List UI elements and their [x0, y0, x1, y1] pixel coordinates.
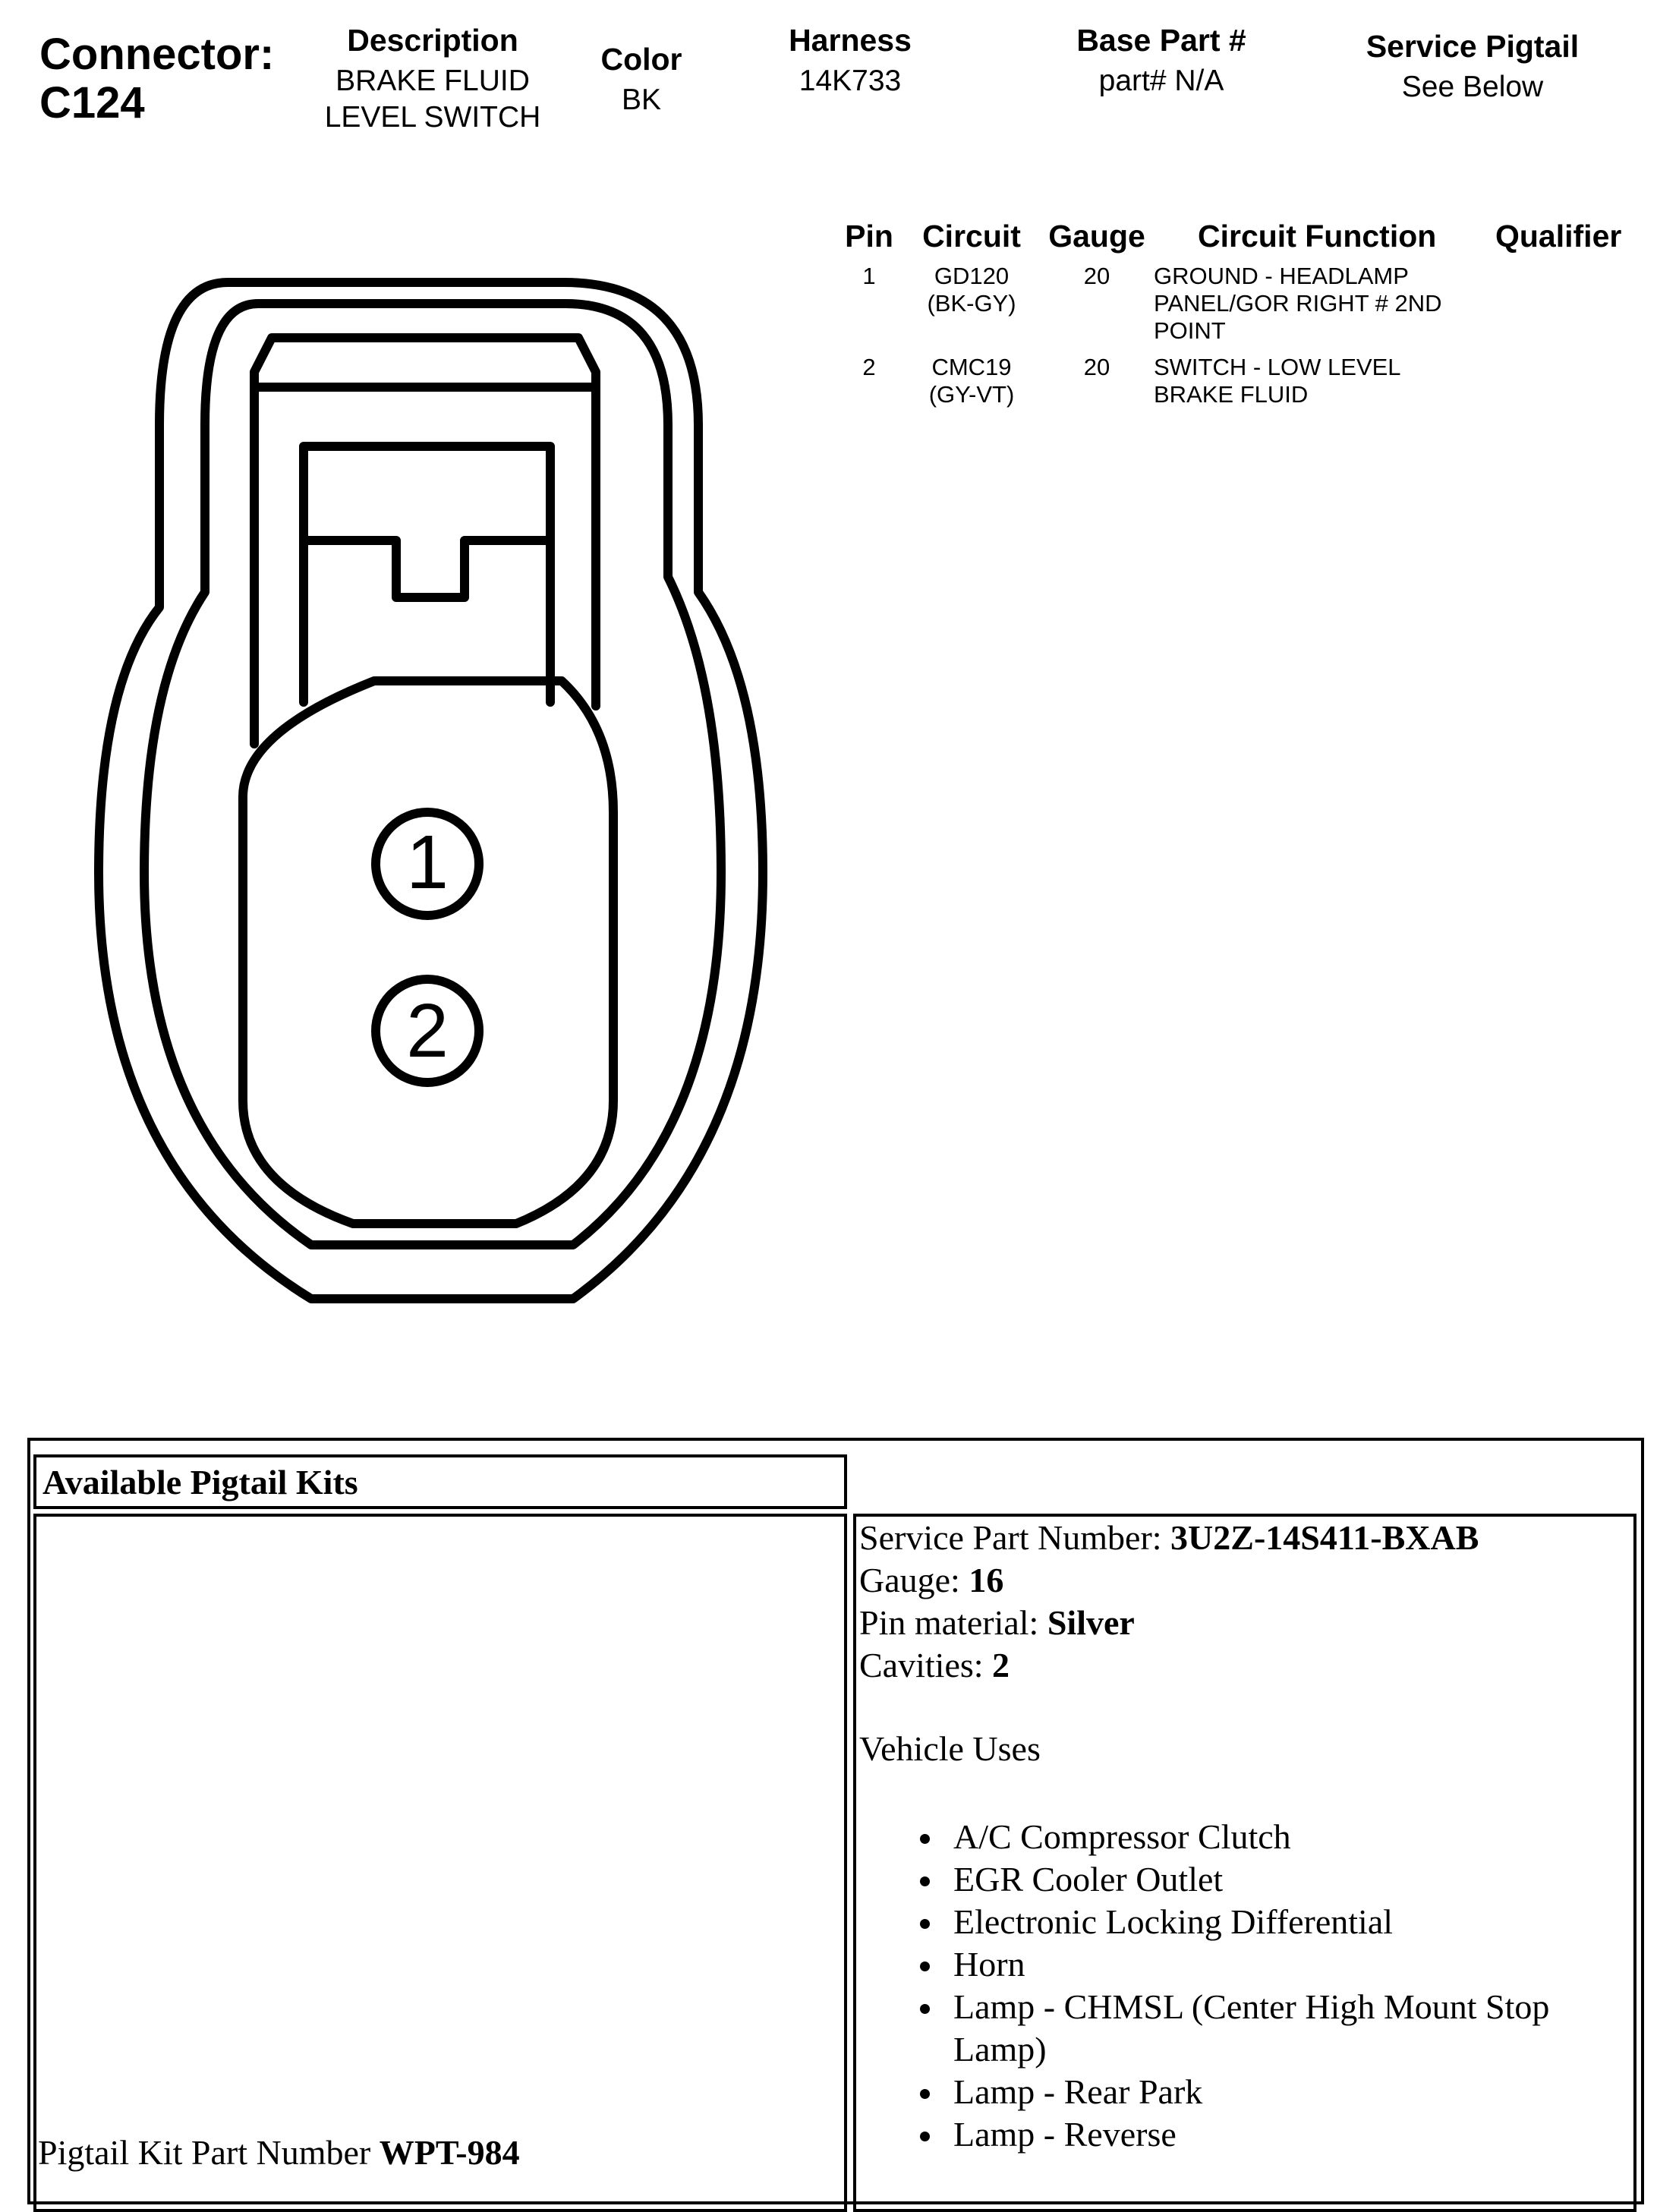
- pin-cell: 1: [862, 263, 876, 289]
- gauge-cell: 20: [1083, 354, 1110, 380]
- qualifier-header: Qualifier: [1495, 219, 1622, 254]
- function-line: SWITCH - LOW LEVEL: [1154, 354, 1401, 380]
- circuit-cell: [911, 263, 1032, 317]
- list-item: A/C Compressor Clutch: [859, 1816, 1626, 1858]
- pigtail-gauge: [859, 1559, 1626, 1602]
- list-item: Lamp - Rear Park: [859, 2071, 1626, 2113]
- description-label: Description: [347, 23, 518, 58]
- function-line: GROUND - HEADLAMP: [1154, 263, 1409, 289]
- connector-face-diagram: [0, 0, 835, 1404]
- circuit-header: Circuit: [922, 219, 1021, 254]
- gauge-cell: 20: [1083, 263, 1110, 289]
- vehicle-uses-heading: Vehicle Uses: [859, 1729, 1041, 1768]
- service-part-label: Service Part Number:: [859, 1518, 1171, 1557]
- cavities: [859, 1644, 1626, 1687]
- gauge-header: Gauge: [1048, 219, 1145, 254]
- circuit-function-cell: [1154, 263, 1442, 345]
- service-pigtail-value: See Below: [1401, 71, 1544, 103]
- color-value: BK: [621, 84, 662, 116]
- harness-label: Harness: [789, 23, 912, 58]
- pin-2-label: 2: [406, 988, 449, 1073]
- pin-material-label: Pin material:: [859, 1603, 1047, 1642]
- base-part-column: [1032, 23, 1290, 99]
- pin-material: [859, 1602, 1626, 1644]
- cavities-label: Cavities:: [859, 1646, 993, 1684]
- pin-cell: 2: [862, 354, 876, 380]
- base-part-label: Base Part #: [1076, 23, 1246, 58]
- pigtail-details: [859, 1517, 1626, 2156]
- circuit-wire-color: (BK-GY): [927, 290, 1016, 317]
- pigtail-title-cell: [33, 1454, 847, 1509]
- circuit-id: GD120: [934, 263, 1010, 289]
- gauge-label: Gauge:: [859, 1561, 969, 1599]
- pin-header: Pin: [845, 219, 893, 254]
- list-item: Lamp - CHMSL (Center High Mount Stop Lamp): [859, 1986, 1626, 2071]
- function-line: BRAKE FLUID: [1154, 381, 1309, 408]
- service-part-value: 3U2Z-14S411-BXAB: [1170, 1518, 1479, 1557]
- kit-part-label: Pigtail Kit Part Number: [38, 2133, 380, 2172]
- list-item: Lamp - Reverse: [859, 2113, 1626, 2156]
- color-label: Color: [600, 42, 682, 77]
- kit-part-value: WPT-984: [379, 2133, 520, 2172]
- circuit-id: CMC19: [931, 354, 1012, 380]
- list-item: Electronic Locking Differential: [859, 1901, 1626, 1943]
- base-part-value: part# N/A: [1098, 65, 1224, 97]
- pin-1-label: 1: [406, 820, 449, 905]
- function-line: POINT: [1154, 317, 1226, 344]
- service-pigtail-label: Service Pigtail: [1366, 29, 1580, 64]
- pigtail-image-cell: [33, 1514, 847, 2212]
- description-line1: BRAKE FLUID: [335, 65, 530, 97]
- circuit-function-header: Circuit Function: [1198, 219, 1437, 254]
- vehicle-uses-list: [859, 1816, 1626, 2156]
- pin-material-value: Silver: [1047, 1603, 1135, 1642]
- gauge-value: 16: [969, 1561, 1004, 1599]
- circuit-wire-color: (GY-VT): [928, 381, 1015, 408]
- harness-value: 14K733: [799, 65, 902, 97]
- service-pigtail-column: [1336, 29, 1609, 106]
- service-part-number: [859, 1517, 1626, 1559]
- description-line2: LEVEL SWITCH: [324, 101, 541, 134]
- latch-notch: [304, 540, 550, 597]
- function-line: PANEL/GOR RIGHT # 2ND: [1154, 290, 1442, 317]
- pigtail-title: Available Pigtail Kits: [43, 1463, 358, 1501]
- circuit-function-cell: [1154, 354, 1401, 408]
- pin-face-outline: [243, 681, 613, 1224]
- connector-label: Connector:: [39, 30, 275, 79]
- latch-tab-outline: [304, 446, 550, 702]
- circuit-cell: [911, 354, 1032, 408]
- connector-id: C124: [39, 78, 145, 128]
- list-item: Horn: [859, 1943, 1626, 1986]
- pigtail-kit-part-number: [38, 2132, 520, 2174]
- cavities-value: 2: [992, 1646, 1010, 1684]
- list-item: EGR Cooler Outlet: [859, 1858, 1626, 1901]
